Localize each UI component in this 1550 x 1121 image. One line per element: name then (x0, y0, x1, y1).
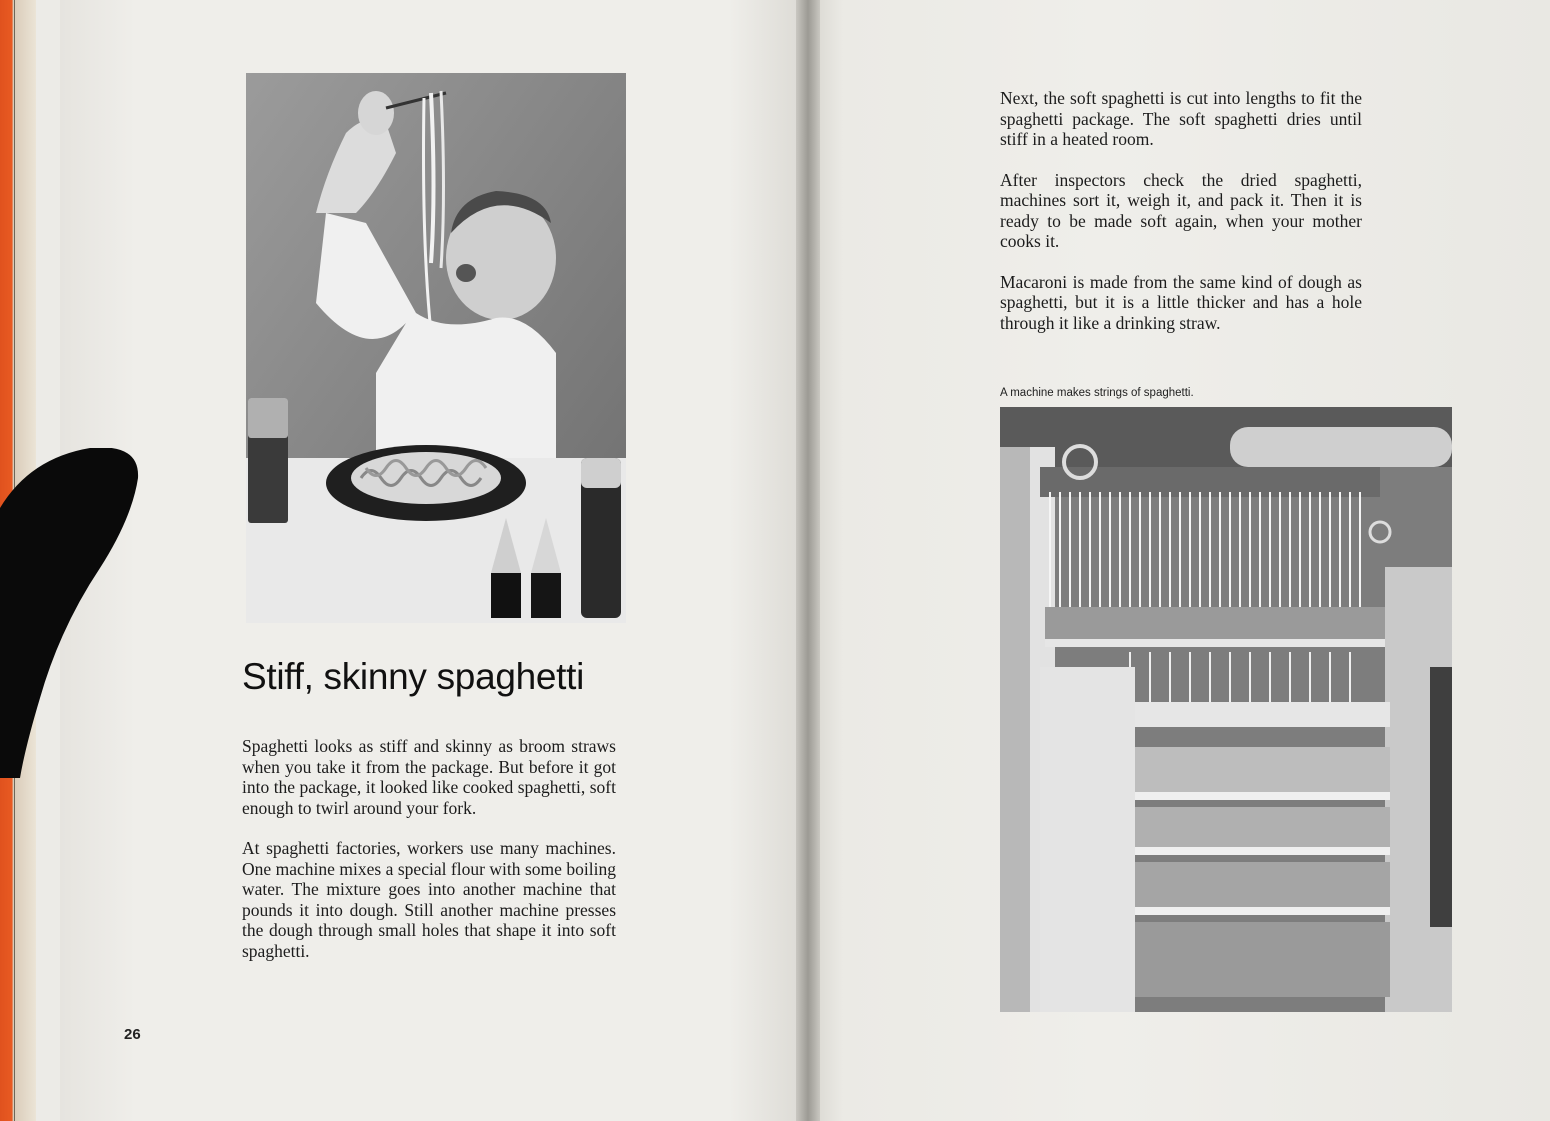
book-gutter (796, 0, 820, 1121)
paragraph: Spaghetti looks as stiff and skinny as broom straws when you take it from the package. But before it got into the package, it looked like cooked spaghetti, soft enough to twirl around your fork. (242, 736, 616, 818)
page-number: 26 (124, 1026, 141, 1043)
right-page-body (1000, 88, 1362, 353)
left-page-body (242, 736, 616, 981)
paragraph: After inspectors check the dried spaghetti, machines sort it, weigh it, and pack it. Then it is ready to be made soft again, when your mother cooks it. (1000, 169, 1362, 251)
spaghetti-machine-photo (1000, 407, 1452, 1012)
boy-eating-spaghetti-photo (246, 73, 626, 623)
paragraph: Next, the soft spaghetti is cut into lengths to fit the spaghetti package. The soft spaghetti dries until stiff in a heated room. (1000, 88, 1362, 149)
section-heading: Stiff, skinny spaghetti (242, 656, 585, 697)
photo-caption: A machine makes strings of spaghetti. (1000, 387, 1194, 399)
paragraph: Macaroni is made from the same kind of dough as spaghetti, but it is a little thicker and has a hole through it like a drinking straw. (1000, 271, 1362, 333)
thumb-silhouette (0, 448, 150, 778)
paragraph: At spaghetti factories, workers use many machines. One machine mixes a special flour with some boiling water. The mixture goes into another machine that pounds it into dough. Still another machine presses the dough through small holes that shape it into soft spaghetti. (242, 838, 616, 961)
